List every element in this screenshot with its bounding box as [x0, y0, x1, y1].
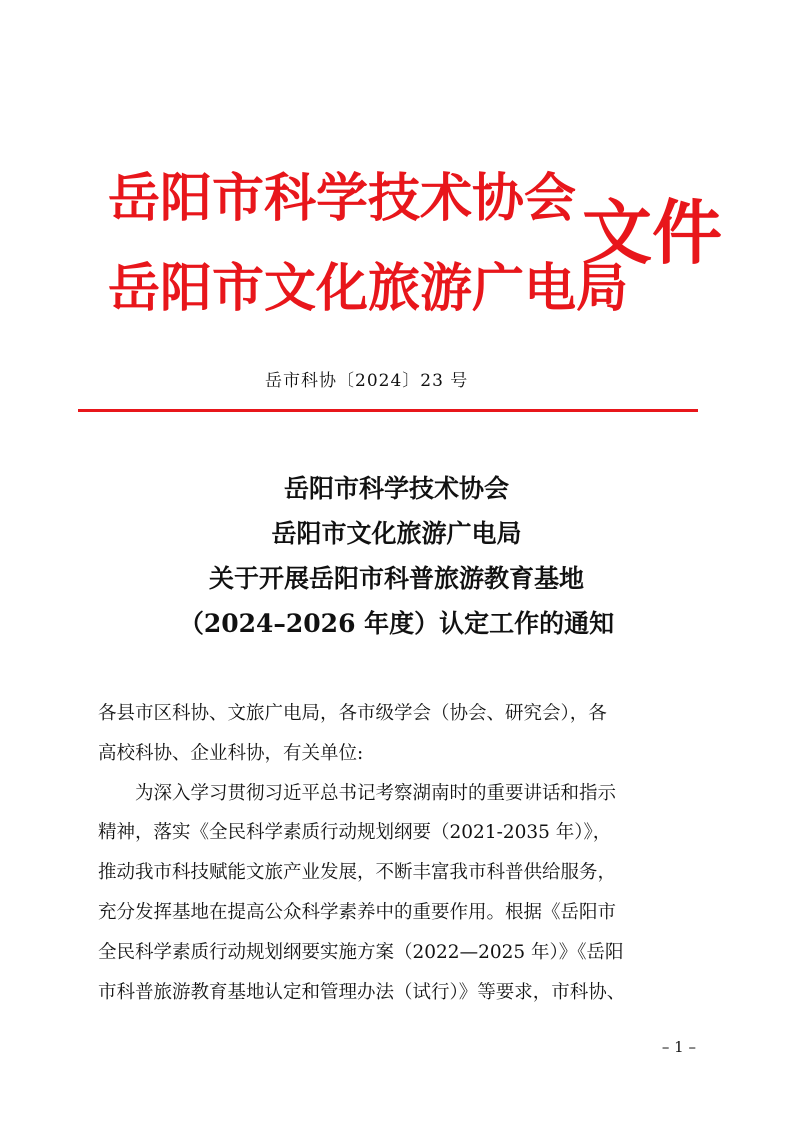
red-divider-line	[78, 409, 698, 412]
page-number: – 1 –	[661, 1038, 696, 1056]
title-line-4: （2024–2026 年度）认定工作的通知	[178, 609, 615, 638]
title-line-3: 关于开展岳阳市科普旅游教育基地	[208, 564, 584, 593]
title-line-2: 岳阳市文化旅游广电局	[271, 519, 522, 548]
body-line: 精神，落实《全民科学素质行动规划纲要（2021-2035 年）》，	[98, 822, 612, 843]
body-line: 高校科协、企业科协，有关单位:	[98, 743, 364, 764]
body-line: 各县市区科协、文旅广电局，各市级学会（协会、研究会），各	[98, 703, 607, 724]
issuing-org-line-2: 岳阳市文化旅游广电局	[108, 258, 629, 319]
issuing-org-line-1: 岳阳市科学技术协会	[108, 168, 577, 229]
title-line-1: 岳阳市科学技术协会	[283, 474, 509, 503]
body-line: 为深入学习贯彻习近平总书记考察湖南时的重要讲话和指示	[98, 783, 617, 804]
body-line: 推动我市科技赋能文旅产业发展，不断丰富我市科普供给服务，	[98, 862, 617, 883]
document-number: 岳市科协〔2024〕23 号	[265, 371, 469, 391]
body-line: 全民科学素质行动规划纲要实施方案（2022—2025 年）》《岳阳	[98, 942, 624, 963]
document-type-label: 文件	[582, 191, 722, 274]
body-line: 市科普旅游教育基地认定和管理办法（试行）》等要求，市科协、	[98, 982, 626, 1003]
body-line: 充分发挥基地在提高公众科学素养中的重要作用。根据《岳阳市	[98, 902, 617, 923]
